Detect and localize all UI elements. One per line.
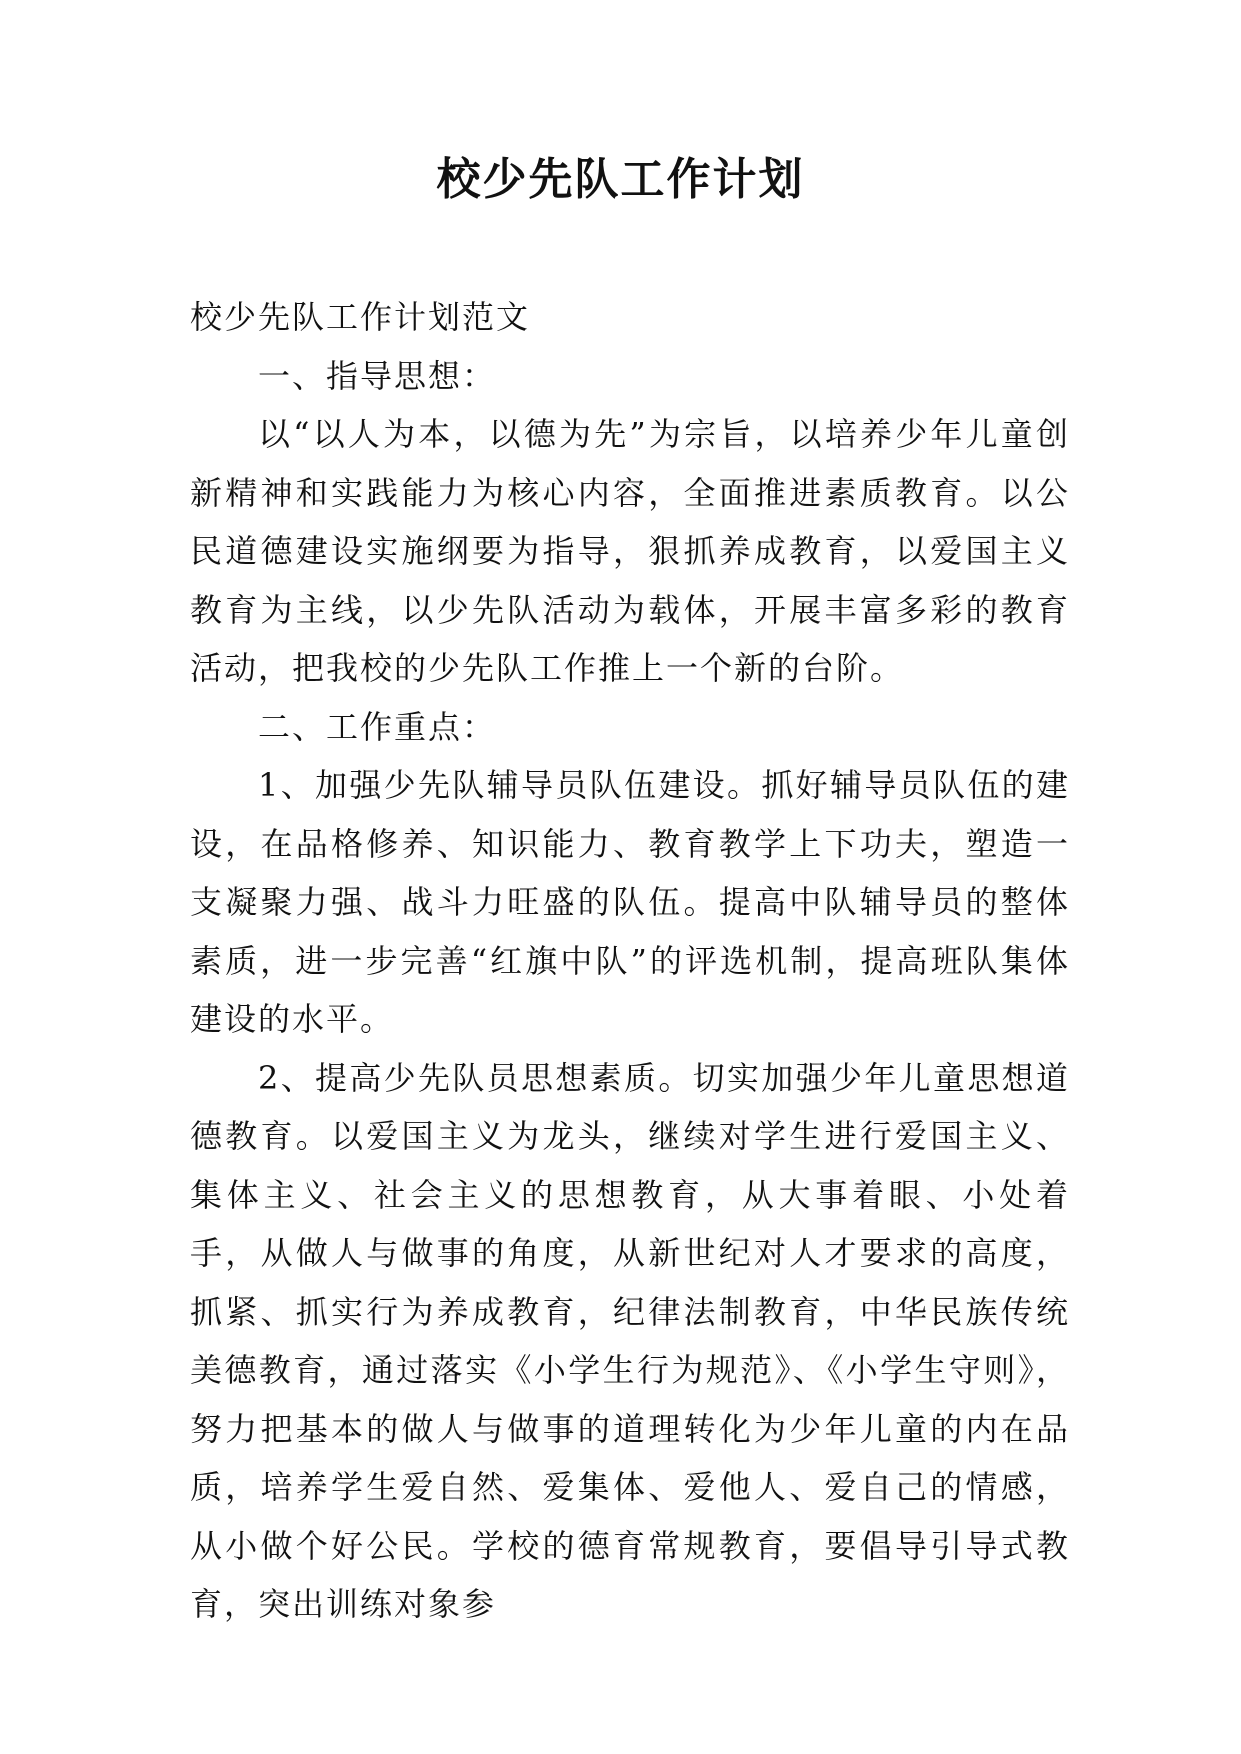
paragraph-point-2: 2、提高少先队员思想素质。切实加强少年儿童思想道德教育。以爱国主义为龙头，继续对学生进行爱国主义、集体主义、社会主义的思想教育，从大事着眼、小处着手，从做人与做事的角度，从新世纪对人才要求的高度，抓紧、抓实行为养成教育，纪律法制教育，中华民族传统美德教育，通过落实《小学生行为规范》、《小学生守则》，努力把基本的做人与做事的道理转化为少年儿童的内在品质，培养学生爱自然、爱集体、爱他人、爱自己的情感，从小做个好公民。学校的德育常规教育，要倡导引导式教育，突出训练对象参 [190, 1058, 1070, 1623]
paragraph-guiding-thought: 以“以人为本，以德为先”为宗旨，以培养少年儿童创新精神和实践能力为核心内容，全面推进素质教育。以公民道德建设实施纲要为指导，狠抓养成教育，以爱国主义教育为主线，以少先队活动为载体，开展丰富多彩的教育活动，把我校的少先队工作推上一个新的台阶。 [190, 415, 1070, 687]
paragraph-point-1: 1、加强少先队辅导员队伍建设。抓好辅导员队伍的建设，在品格修养、知识能力、教育教学上下功夫，塑造一支凝聚力强、战斗力旺盛的队伍。提高中队辅导员的整体素质，进一步完善“红旗中队”的评选机制，提高班队集体建设的水平。 [190, 766, 1070, 1038]
section-heading-work-focus: 二、工作重点： [258, 707, 497, 746]
section-heading-guiding-thought: 一、指导思想： [258, 356, 497, 395]
document-title: 校少先队工作计划 [436, 154, 805, 205]
document-body [190, 288, 1070, 1634]
document-subtitle: 校少先队工作计划范文 [190, 298, 531, 336]
